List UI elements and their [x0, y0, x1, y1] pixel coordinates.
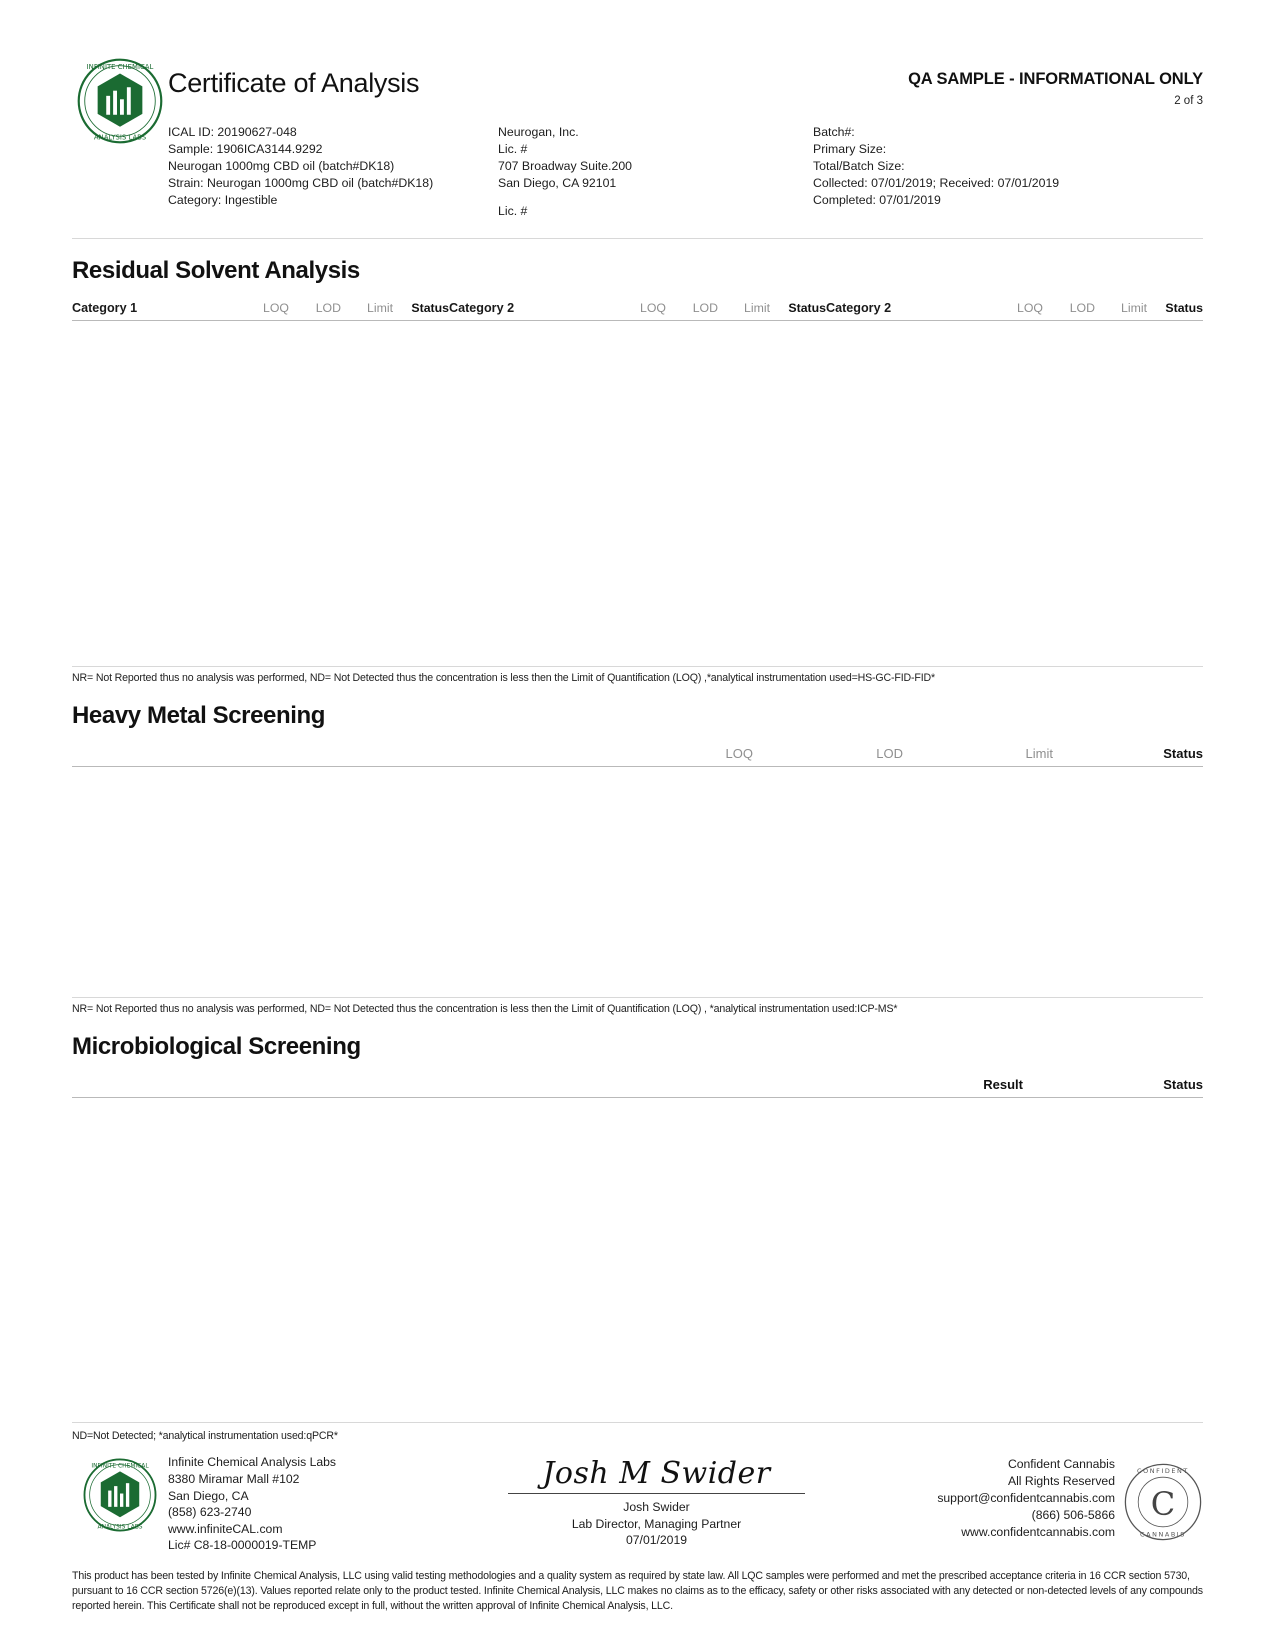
column-header-result: Result [983, 1076, 1023, 1092]
cc-email[interactable]: support@confidentcannabis.com [937, 1491, 1115, 1506]
column-header-lod: LOD [1069, 300, 1095, 315]
heavy-metal-title: Heavy Metal Screening [72, 701, 326, 729]
svg-text:INFINITE CHEMICAL: INFINITE CHEMICAL [91, 1464, 149, 1471]
sample-info-column [168, 124, 498, 220]
column-header-loq: LOQ [1017, 300, 1043, 315]
residual-solvent-footnote: NR= Not Reported thus no analysis was performed, ND= Not Detected thus the concentration is less then the Limit of Quantification (LOQ) ,*analytical instrumentation used=HS-GC-FID-FID* [72, 666, 1203, 684]
page-indicator: 2 of 3 [1174, 95, 1203, 107]
svg-text:CONFIDENT: CONFIDENT [1137, 1467, 1189, 1476]
residual-solvent-group-2 [449, 301, 826, 315]
footer-divider [72, 1422, 1203, 1423]
lab-contact-info [168, 1454, 468, 1554]
client-license-1: Lic. # [498, 141, 528, 156]
heavy-metal-table-header [72, 746, 1203, 767]
residual-solvent-group-3 [826, 301, 1203, 315]
batch-number: Batch#: [813, 125, 855, 139]
product-name: Neurogan 1000mg CBD oil (batch#DK18) [168, 158, 395, 173]
primary-size: Primary Size: [813, 141, 887, 156]
lab-logo [72, 56, 168, 144]
residual-solvent-title: Residual Solvent Analysis [72, 256, 360, 284]
column-header-loq: LOQ [725, 745, 753, 761]
cc-rights: All Rights Reserved [1007, 1474, 1115, 1489]
svg-text:C: C [1150, 1485, 1176, 1524]
column-header-status: Status [1163, 745, 1203, 761]
signature-image: Josh M Swider [542, 1456, 771, 1492]
client-info-column [498, 124, 813, 220]
sample-category: Category: Ingestible [168, 192, 278, 207]
lab-phone: (858) 623-2740 [168, 1505, 252, 1520]
batch-info-column [813, 124, 1203, 220]
column-header-lod: LOD [876, 745, 903, 761]
legal-disclaimer: This product has been tested by Infinite Chemical Analysis, LLC using valid testing methodologies and a quality system as required by state law. All LQC samples were performed and met the prescribed acceptance criteria in 16 CCR section 5730, pursuant to 16 CCR section 5726(e)(13). Values reported relate only to the product tested. Infinite Chemical Analysis, LLC makes no claims as to the efficacy, safety or other risks associated with any detected or non-detected levels of any compounds reported herein. This Certificate shall not be reproduced except in full, without the written approval of Infinite Chemical Analysis, LLC. [72, 1569, 1203, 1612]
lab-name: Infinite Chemical Analysis Labs [168, 1455, 336, 1470]
column-header-lod: LOD [692, 300, 718, 315]
page-footer [72, 1422, 1203, 1554]
confident-cannabis-block [845, 1454, 1203, 1542]
sample-meta [72, 124, 1203, 220]
qa-notice-block [908, 70, 1203, 107]
cc-phone: (866) 506-5866 [1031, 1507, 1115, 1522]
column-header-category: Category 2 [826, 300, 892, 315]
signer-role: Lab Director, Managing Partner [571, 1516, 742, 1531]
cc-name: Confident Cannabis [1007, 1457, 1115, 1472]
signature-line [508, 1493, 805, 1494]
client-address-line-2: San Diego, CA 92101 [498, 175, 617, 190]
confident-cannabis-info [845, 1454, 1115, 1540]
header-divider [72, 238, 1203, 239]
residual-solvent-group-1 [72, 301, 449, 315]
column-header-category: Category 2 [449, 300, 515, 315]
column-header-limit: Limit [1025, 745, 1053, 761]
lab-website[interactable]: www.infiniteCAL.com [168, 1521, 283, 1536]
column-header-status: Status [788, 300, 826, 315]
confident-cannabis-seal-icon [1123, 1462, 1203, 1542]
infinite-chemical-analysis-labs-logo-icon [83, 1458, 157, 1532]
svg-text:INFINITE CHEMICAL: INFINITE CHEMICAL [86, 63, 154, 72]
column-header-status: Status [1163, 1076, 1203, 1092]
microbiological-title: Microbiological Screening [72, 1032, 361, 1060]
client-name: Neurogan, Inc. [498, 125, 579, 139]
microbiological-table-body [72, 1098, 1203, 1328]
microbiological-table-header [72, 1077, 1203, 1098]
qa-notice: QA SAMPLE - INFORMATIONAL ONLY [908, 70, 1203, 88]
lab-address-line-2: San Diego, CA [168, 1488, 249, 1503]
strain-name: Strain: Neurogan 1000mg CBD oil (batch#DK18) [168, 175, 434, 190]
lab-address-line-1: 8380 Miramar Mall #102 [168, 1472, 300, 1487]
spacer [72, 1077, 843, 1092]
column-header-loq: LOQ [640, 300, 666, 315]
completed-date: Completed: 07/01/2019 [813, 192, 941, 207]
residual-solvent-table-body [72, 321, 1203, 666]
column-header-status: Status [1165, 300, 1203, 315]
total-batch-size: Total/Batch Size: [813, 158, 905, 173]
sample-id: Sample: 1906ICA3144.9292 [168, 141, 323, 156]
collected-received-dates: Collected: 07/01/2019; Received: 07/01/2019 [813, 175, 1060, 190]
column-header-limit: Limit [1121, 300, 1147, 315]
heavy-metal-footnote: NR= Not Reported thus no analysis was performed, ND= Not Detected thus the concentration is less then the Limit of Quantification (LOQ) , *analytical instrumentation used:ICP-MS* [72, 997, 1203, 1015]
column-header-category: Category 1 [72, 300, 138, 315]
signature-date: 07/01/2019 [626, 1533, 687, 1548]
client-address-line-1: 707 Broadway Suite.200 [498, 158, 632, 173]
residual-solvent-table-header [72, 301, 1203, 321]
client-license-2: Lic. # [498, 203, 528, 218]
footer-lab-logo [72, 1454, 168, 1532]
confident-cannabis-seal [1115, 1454, 1203, 1542]
signature-block [468, 1454, 845, 1548]
column-header-limit: Limit [367, 300, 393, 315]
svg-text:ANALYSIS LABS: ANALYSIS LABS [97, 1524, 143, 1531]
spacer [72, 746, 603, 761]
heavy-metal-table-body [72, 767, 1203, 997]
page-title: Certificate of Analysis [168, 68, 420, 98]
column-header-lod: LOD [315, 300, 341, 315]
svg-text:CANNABIS: CANNABIS [1140, 1530, 1186, 1539]
column-header-limit: Limit [744, 300, 770, 315]
cc-website[interactable]: www.confidentcannabis.com [961, 1524, 1115, 1539]
column-header-status: Status [411, 300, 449, 315]
microbiological-footnote: ND=Not Detected; *analytical instrumentation used:qPCR* [72, 1430, 338, 1443]
column-header-loq: LOQ [263, 300, 289, 315]
spacer [498, 192, 813, 203]
ical-id: ICAL ID: 20190627-048 [168, 125, 297, 139]
infinite-chemical-analysis-labs-logo-icon [77, 58, 163, 144]
lab-license: Lic# C8-18-0000019-TEMP [168, 1538, 317, 1553]
signer-name: Josh Swider [623, 1500, 690, 1515]
footer-main [72, 1454, 1203, 1554]
svg-text:ANALYSIS LABS: ANALYSIS LABS [93, 133, 147, 142]
